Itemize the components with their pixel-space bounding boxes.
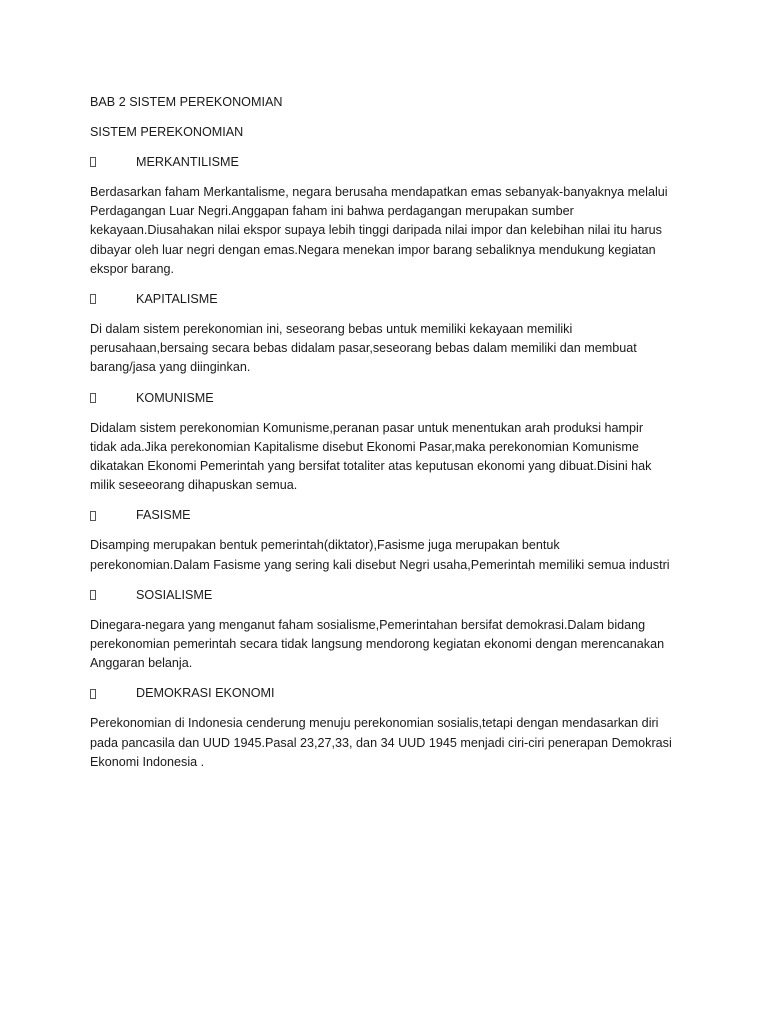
section-merkantilisme (90, 153, 680, 279)
missing-glyph-box-icon (90, 684, 136, 703)
section-demokrasi-ekonomi (90, 684, 680, 772)
section-paragraph: Berdasarkan faham Merkantalisme, negara berusaha mendapatkan emas sebanyak-banyaknya melalui Perdagangan Luar Negri.Anggapan faham ini bahwa perdagangan merupakan sumber kekayaan.Diusahakan nilai ekspor supaya lebih tinggi daripada nilai impor dan kelebihan nilai itu harus dibayar oleh luar negri dengan emas.Negara menekan impor barang sebaliknya mendukung kegiatan ekspor barang. (90, 185, 668, 276)
missing-glyph-box-icon (90, 290, 136, 309)
section-paragraph: Disamping merupakan bentuk pemerintah(diktator),Fasisme juga merupakan bentuk perekonomian.Dalam Fasisme yang sering kali disebut Negri usaha,Pemerintah memiliki semua industri (90, 538, 670, 572)
section-sosialisme (90, 586, 680, 674)
section-heading-label: KOMUNISME (136, 390, 214, 405)
section-paragraph: Perekonomian di Indonesia cenderung menuju perekonomian sosialis,tetapi dengan mendasarkan diri pada pancasila dan UUD 1945.Pasal 23,27,33, dan 34 UUD 1945 menjadi ciri-ciri penerapan Demokrasi Ekonomi Indonesia . (90, 716, 672, 769)
section-heading-label: DEMOKRASI EKONOMI (136, 686, 275, 701)
document-subtitle: SISTEM PEREKONOMIAN (90, 125, 244, 139)
section-heading-label: MERKANTILISME (136, 155, 239, 169)
section-fasisme (90, 506, 680, 574)
section-paragraph: Didalam sistem perekonomian Komunisme,peranan pasar untuk menentukan arah produksi hampir tidak ada.Jika perekonomian Kapitalisme disebut Ekonomi Pasar,maka perekonomian Komunisme dikatakan Ekonomi Pemerintah yang bersifat totaliter atas keputusan ekonomi yang dibuat.Disini hak milik seseeorang dihapuskan semua. (90, 420, 652, 493)
missing-glyph-box-icon (90, 153, 136, 172)
missing-glyph-box-icon (90, 506, 136, 525)
section-kapitalisme (90, 290, 680, 378)
section-heading (90, 586, 680, 605)
section-komunisme (90, 389, 680, 496)
document-content (90, 93, 680, 783)
section-heading (90, 153, 680, 172)
section-heading (90, 684, 680, 703)
section-heading-label: SOSIALISME (136, 587, 213, 602)
section-paragraph: Dinegara-negara yang menganut faham sosialisme,Pemerintahan bersifat demokrasi.Dalam bidang perekonomian pemerintah secara tidak langsung mendorong kegiatan ekonomi dengan merencanakan Anggaran belanja. (90, 617, 665, 671)
section-paragraph: Di dalam sistem perekonomian ini, seseorang bebas untuk memiliki kekayaan memiliki perusahaan,bersaing secara bebas didalam pasar,seseorang bebas dalam memiliki dan membuat barang/jasa yang diinginkan. (90, 322, 637, 375)
section-heading (90, 506, 680, 525)
section-heading (90, 290, 680, 309)
section-heading (90, 389, 680, 408)
document-title: BAB 2 SISTEM PEREKONOMIAN (90, 95, 283, 109)
section-heading-label: FASISME (136, 508, 191, 523)
section-heading-label: KAPITALISME (136, 292, 218, 307)
missing-glyph-box-icon (90, 389, 136, 408)
missing-glyph-box-icon (90, 586, 136, 605)
